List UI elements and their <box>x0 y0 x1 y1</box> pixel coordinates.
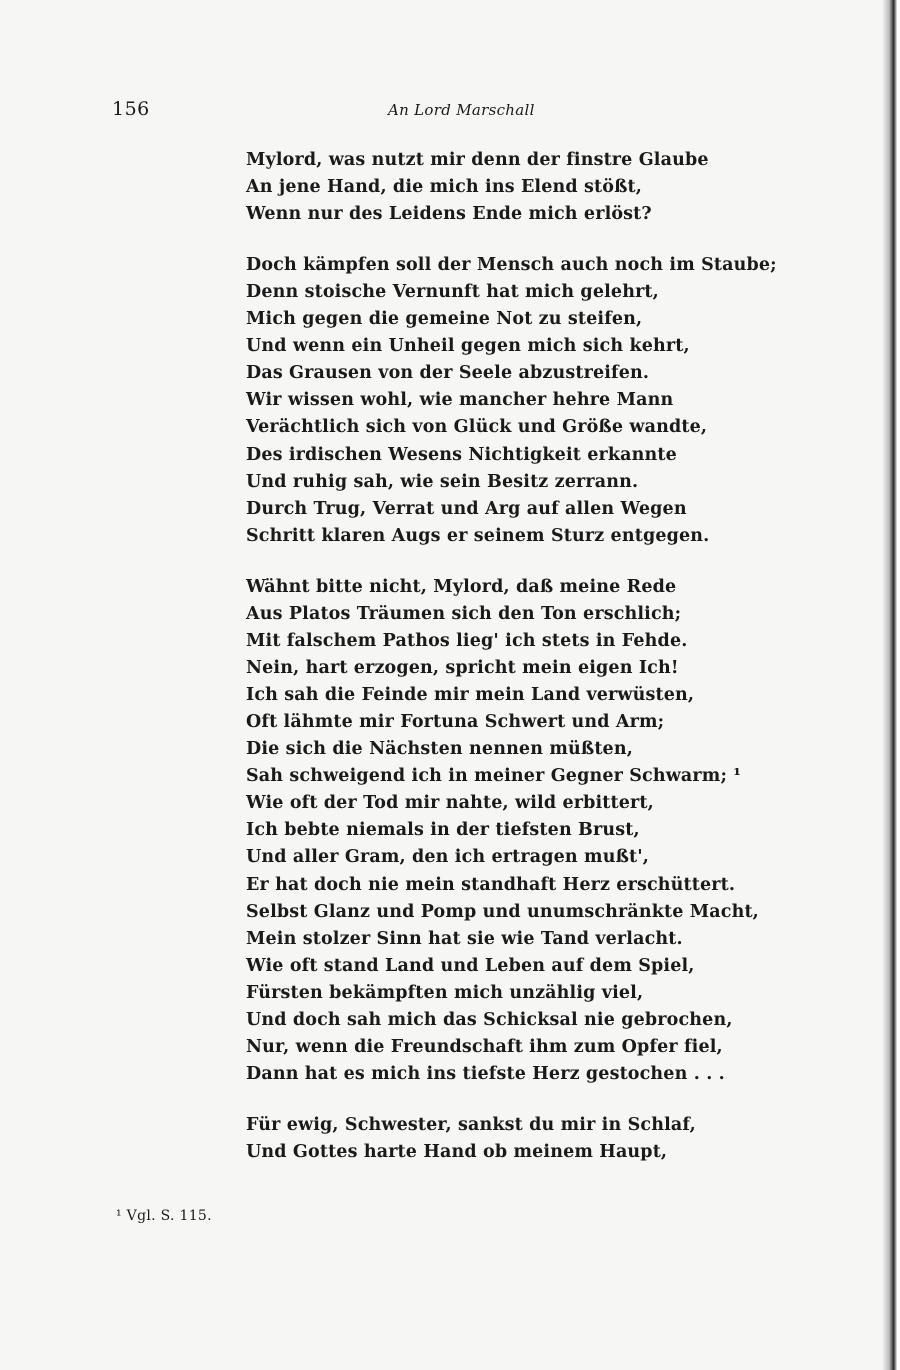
footnote: ¹ Vgl. S. 115. <box>116 1208 212 1224</box>
poem-body <box>246 147 777 1166</box>
running-head: An Lord Marschall <box>388 101 535 119</box>
poem-line: Nein, hart erzogen, spricht mein eigen Ich! <box>246 657 679 678</box>
poem-line: Nur, wenn die Freundschaft ihm zum Opfer fiel, <box>246 1037 723 1058</box>
poem-line: Des irdischen Wesens Nichtigkeit erkannte <box>246 444 677 465</box>
poem-line: Und Gottes harte Hand ob meinem Haupt, <box>246 1141 668 1162</box>
poem-line: Doch kämpfen soll der Mensch auch noch im Staube; <box>246 254 777 275</box>
poem-line: Wähnt bitte nicht, Mylord, daß meine Rede <box>246 576 677 597</box>
poem-line: Dann hat es mich ins tiefste Herz gestochen . . . <box>246 1064 725 1085</box>
poem-line: Für ewig, Schwester, sankst du mir in Schlaf, <box>246 1114 696 1135</box>
poem-line: Verächtlich sich von Glück und Größe wandte, <box>246 417 708 438</box>
poem-line: Ich bebte niemals in der tiefsten Brust, <box>246 820 640 841</box>
poem-line: Und wenn ein Unheil gegen mich sich kehrt, <box>246 336 690 357</box>
poem-line: Ich sah die Feinde mir mein Land verwüsten, <box>246 684 695 705</box>
poem-line: An jene Hand, die mich ins Elend stößt, <box>246 177 642 198</box>
stanza <box>246 574 759 1089</box>
poem-line: Wie oft der Tod mir nahte, wild erbittert, <box>246 793 654 814</box>
poem-line: Wir wissen wohl, wie mancher hehre Mann <box>246 390 674 411</box>
poem-line: Und aller Gram, den ich ertragen mußt', <box>246 847 650 868</box>
stanza <box>246 1112 706 1166</box>
poem-line: Schritt klaren Augs er seinem Sturz entgegen. <box>246 525 710 546</box>
poem-line: Aus Platos Träumen sich den Ton erschlich; <box>246 603 682 624</box>
stanza <box>246 252 777 550</box>
page-number: 156 <box>112 98 150 120</box>
poem-line: Und doch sah mich das Schicksal nie gebrochen, <box>246 1010 733 1030</box>
poem-line: Wie oft stand Land und Leben auf dem Spiel, <box>246 955 695 976</box>
poem-line: Selbst Glanz und Pomp und unumschränkte Macht, <box>246 901 759 922</box>
poem-line: Denn stoische Vernunft hat mich gelehrt, <box>246 281 659 302</box>
poem-line: Mein stolzer Sinn hat sie wie Tand verlacht. <box>246 928 683 949</box>
poem-line: Durch Trug, Verrat und Arg auf allen Wegen <box>246 498 687 519</box>
poem-line: Sah schweigend ich in meiner Gegner Schwarm; ¹ <box>246 766 742 787</box>
poem-line: Und ruhig sah, wie sein Besitz zerrann. <box>246 471 639 492</box>
poem-line: Wenn nur des Leidens Ende mich erlöst? <box>246 204 652 225</box>
poem-line: Er hat doch nie mein standhaft Herz erschüttert. <box>246 874 736 895</box>
stanza <box>246 147 709 228</box>
page-edge-shadow <box>882 0 900 1370</box>
poem-line: Mit falschem Pathos lieg' ich stets in Fehde. <box>246 630 688 651</box>
poem-line: Mich gegen die gemeine Not zu steifen, <box>246 309 643 330</box>
poem-line: Mylord, was nutzt mir denn der finstre Glaube <box>246 150 709 170</box>
poem-line: Die sich die Nächsten nennen müßten, <box>246 739 633 760</box>
poem-line: Das Grausen von der Seele abzustreifen. <box>246 363 650 384</box>
poem-line: Fürsten bekämpften mich unzählig viel, <box>246 982 644 1003</box>
poem-line: Oft lähmte mir Fortuna Schwert und Arm; <box>246 711 665 732</box>
